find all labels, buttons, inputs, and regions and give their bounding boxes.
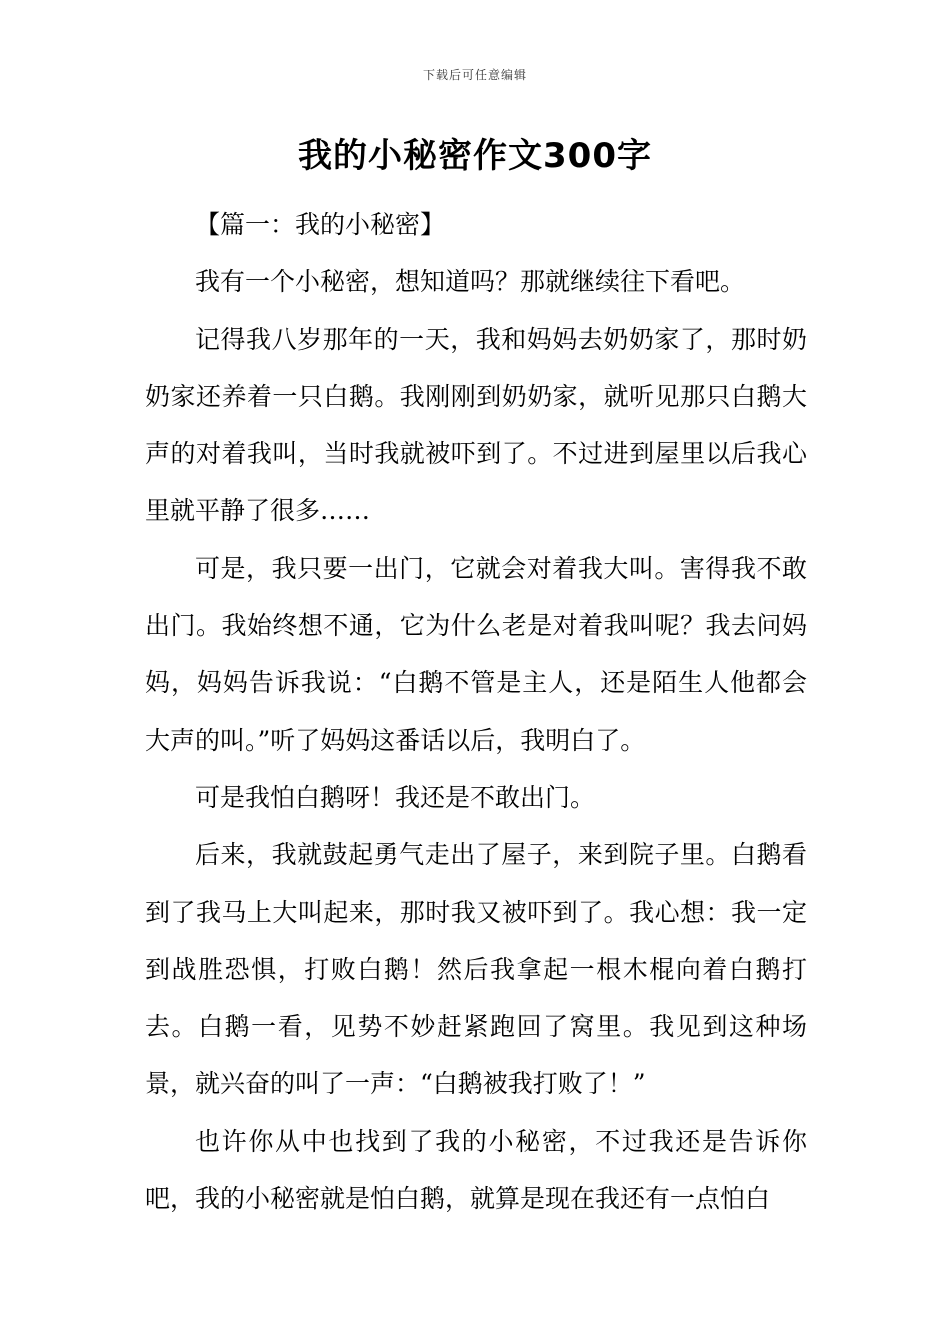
document-title: 我的小秘密作文300字 xyxy=(298,136,652,176)
header-note: 下载后可任意编辑 xyxy=(422,68,527,82)
paragraph: 也许你从中也找到了我的小秘密，不过我还是告诉你吧，我的小秘密就是怕白鹅，就算是现在我还有一点怕白 xyxy=(145,1126,807,1214)
paragraph: 我有一个小秘密，想知道吗？那就继续往下看吧。 xyxy=(195,267,746,297)
paragraph: 可是我怕白鹅呀！我还是不敢出门。 xyxy=(195,782,596,812)
document-body xyxy=(145,196,807,1227)
paragraph: 后来，我就鼓起勇气走出了屋子，来到院子里。白鹅看到了我马上大叫起来，那时我又被吓到了。我心想：我一定到战胜恐惧，打败白鹅！然后我拿起一根木棍向着白鹅打去。白鹅一看，见势不妙赶紧跑回了窝里。我见到这种场景，就兴奋的叫了一声：“白鹅被我打败了！” xyxy=(145,840,807,1099)
section-heading: 【篇一：我的小秘密】 xyxy=(195,210,446,239)
paragraph: 可是，我只要一出门，它就会对着我大叫。害得我不敢出门。我始终想不通，它为什么老是对着我叫呢？我去问妈妈，妈妈告诉我说：“白鹅不管是主人，还是陌生人他都会大声的叫。”听了妈妈这番话以后，我明白了。 xyxy=(145,553,807,755)
paragraph: 记得我八岁那年的一天，我和妈妈去奶奶家了，那时奶奶家还养着一只白鹅。我刚刚到奶奶家，就听见那只白鹅大声的对着我叫，当时我就被吓到了。不过进到屋里以后我心里就平静了很多…… xyxy=(145,324,807,526)
